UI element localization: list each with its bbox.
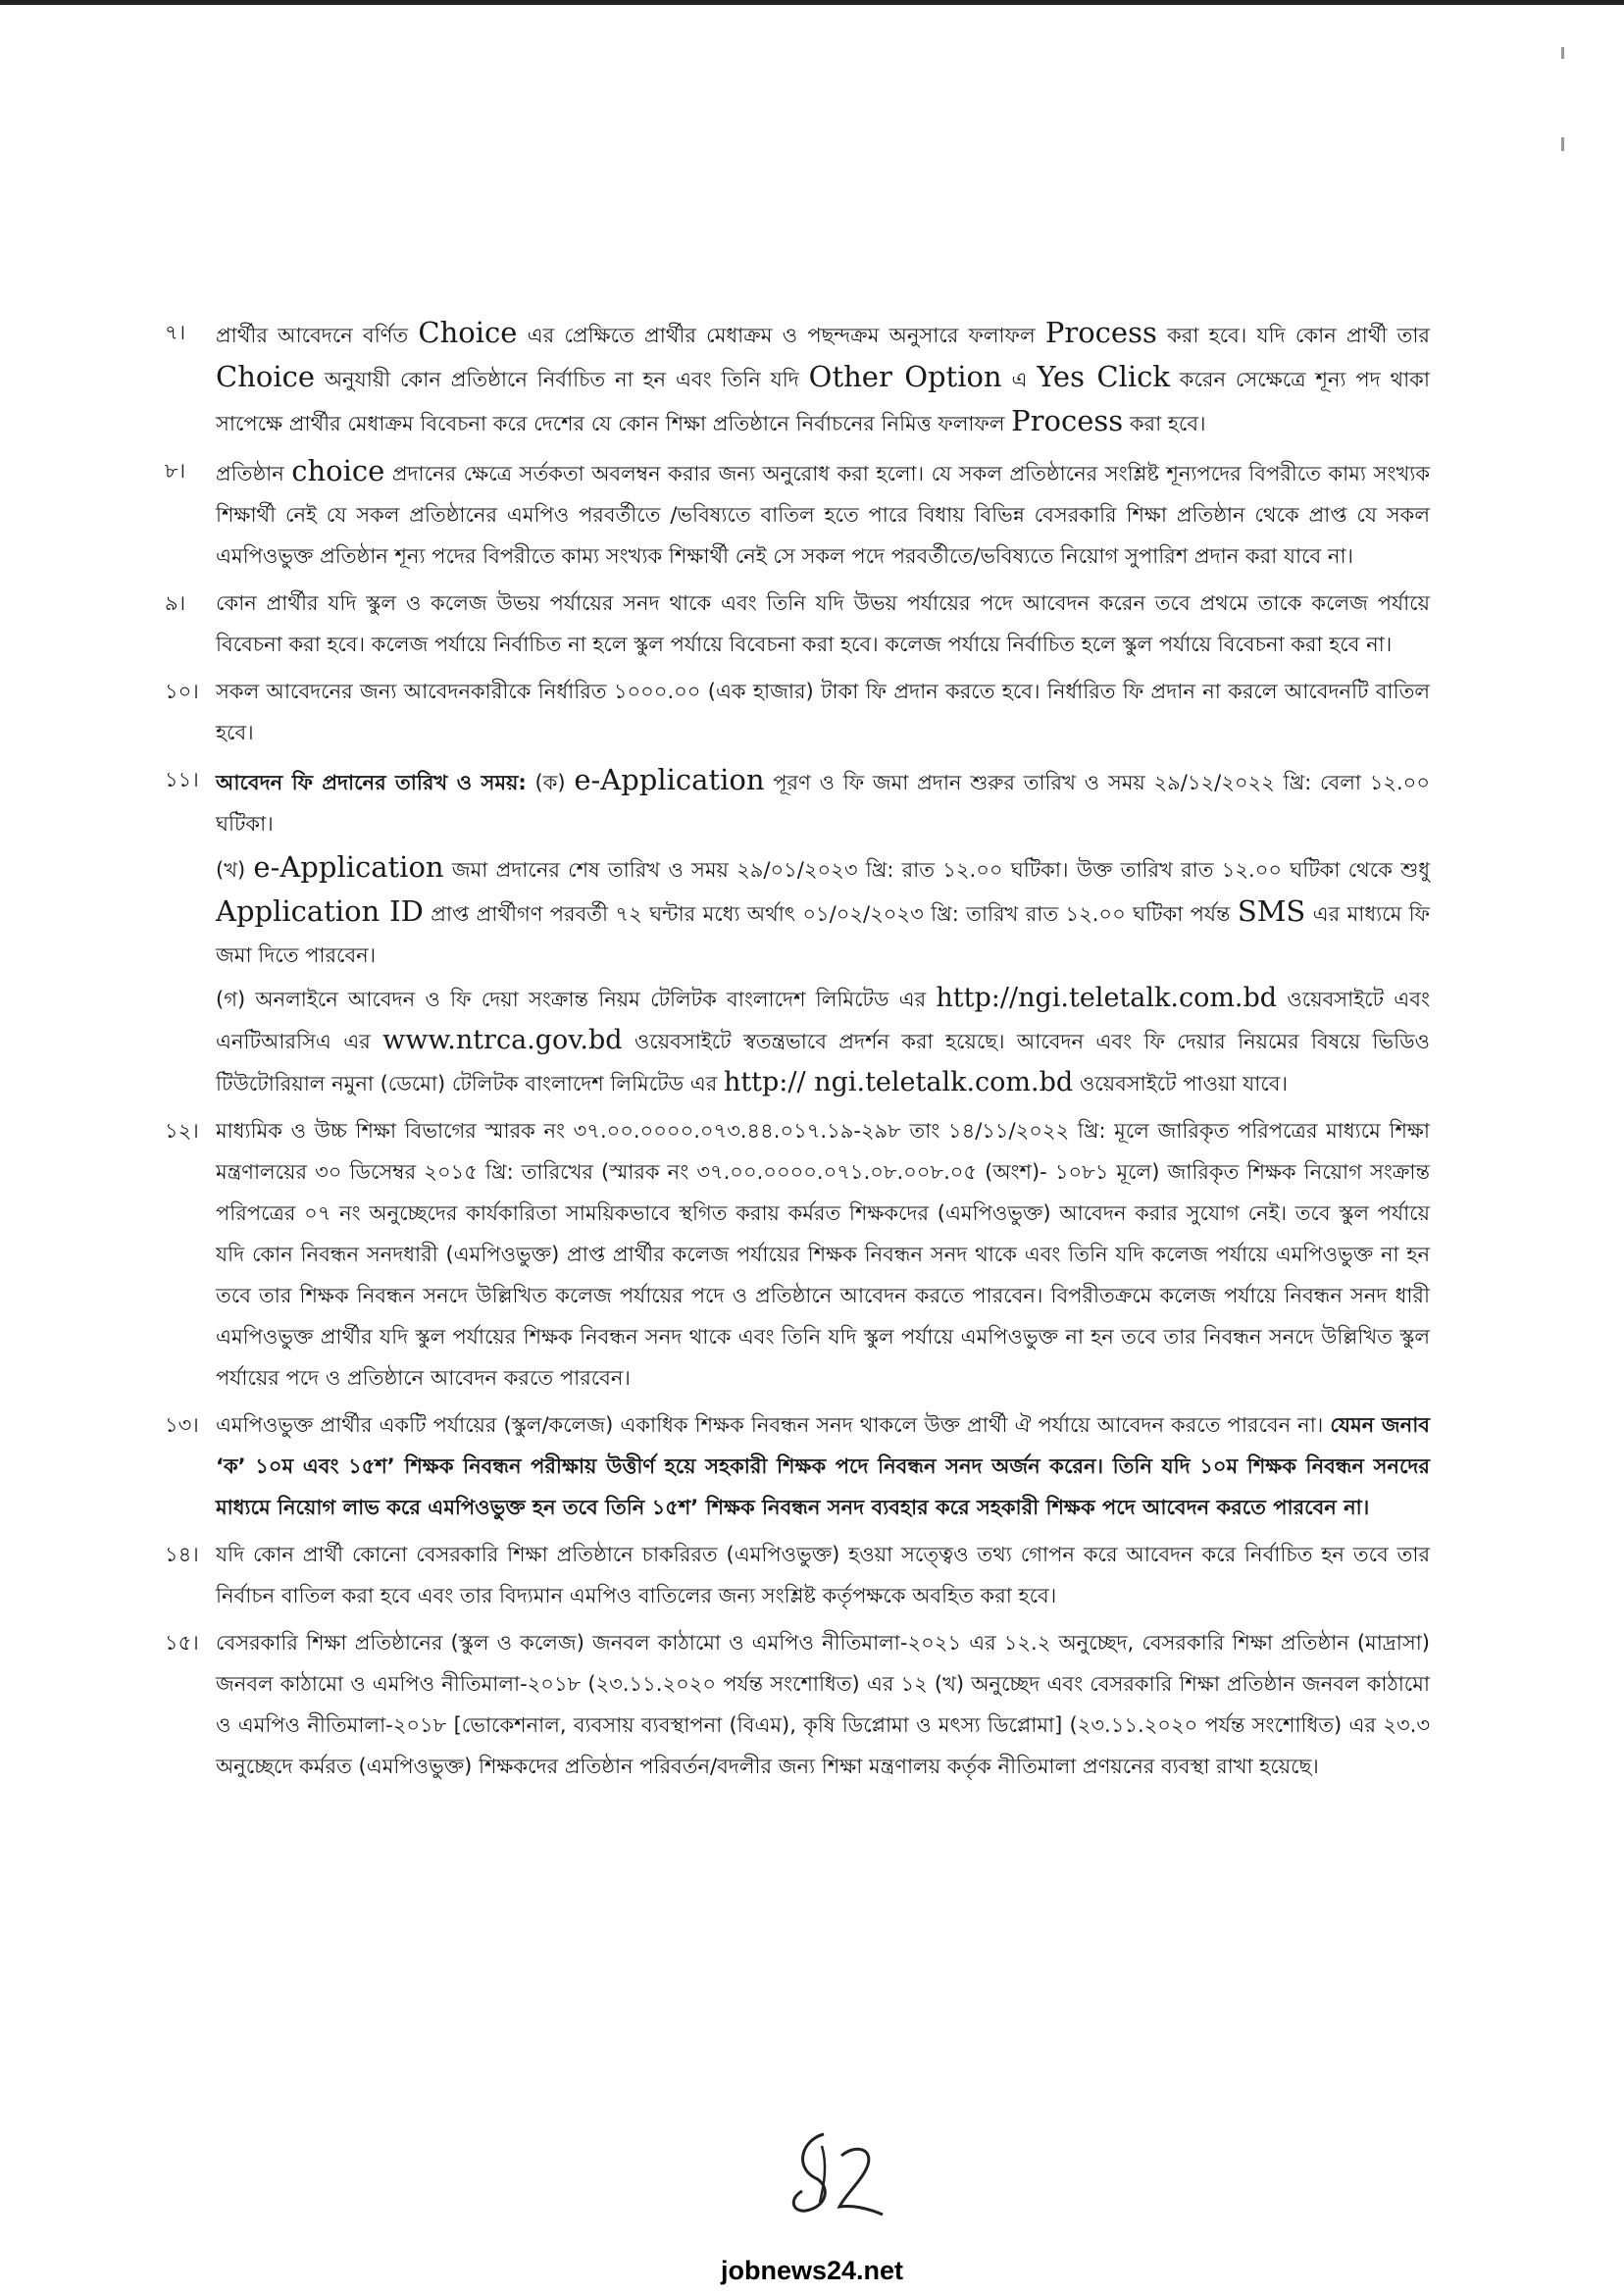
paragraph	[216, 583, 1430, 665]
clause-number: ৭।	[165, 321, 186, 344]
clause-number: ১১।	[165, 768, 199, 791]
text-run: প্রার্থীর আবেদনে বর্ণিত	[216, 324, 419, 347]
clause-number: ৯।	[165, 591, 186, 615]
text-run: করা হবে।	[1123, 412, 1206, 435]
scan-edge-mark	[1561, 47, 1564, 59]
text-run: ওয়েবসাইটে স্বতন্ত্রভাবে প্রদর্শন করা হয়েছে। আবেদন এবং ফি দেয়ার নিয়মের বিষয়ে ভিডিও টিউটোরিয়াল নমুনা (ডেমো) টেলিটক বাংলাদেশ লিমিটেড এর	[216, 1030, 1430, 1096]
text-run: (গ) অনলাইনে আবেদন ও ফি দেয়া সংক্রান্ত নিয়ম টেলিটক বাংলাদেশ লিমিটেড এর	[216, 988, 937, 1011]
english-term: Process	[1011, 404, 1124, 437]
paragraph	[216, 1404, 1430, 1528]
text-run: বেসরকারি শিক্ষা প্রতিষ্ঠানের (স্কুল ও কলেজ) জনবল কাঠামো ও এমপিও নীতিমালা-২০২১ এর ১২.২ অনুচ্ছেদ, বেসরকারি শিক্ষা প্রতিষ্ঠান (মাদ্রাসা) জনবল কাঠামো ও এমপিও নীতিমালা-২০১৮ (২৩.১১.২০২০ পর্যন্ত সংশোধিত) এর ১২ (খ) অনুচ্ছেদ এবং বেসরকারি শিক্ষা প্রতিষ্ঠান জনবল কাঠামো ও এমপিও নীতিমালা-২০১৮ [ভোকেশনাল, ব্যবসায় ব্যবস্থাপনা (বিএম), কৃষি ডিপ্লোমা ও মৎস্য ডিপ্লোমা] (২৩.১১.২০২০ পর্যন্ত সংশোধিত) এর ২৩.৩ অনুচ্ছেদে কর্মরত (এমপিওভুক্ত) শিক্ষকদের প্রতিষ্ঠান পরিবর্তন/বদলীর জন্য শিক্ষা মন্ত্রণালয় কর্তৃক নীতিমালা প্রণয়নের ব্যবস্থা রাখা হয়েছে।	[216, 1631, 1430, 1778]
text-run: এমপিওভুক্ত প্রার্থীর একটি পর্যায়ের (স্কুল/কলেজ) একাধিক শিক্ষক নিবন্ধন সনদ থাকলে উক্ত প্রার্থী ঐ পর্যায়ে আবেদন করতে পারবেন না।	[216, 1413, 1331, 1437]
emphasized-text: যেমন জনাব ‘ক’ ১০ম এবং ১৫শ’ শিক্ষক নিবন্ধন পরীক্ষায় উত্তীর্ণ হয়ে সহকারী শিক্ষক পদে নিবন্ধন সনদ অর্জন করেন। তিনি যদি ১০ম শিক্ষক নিবন্ধন সনদের মাধ্যমে নিয়োগ লাভ করে এমপিওভুক্ত হন তবে তিনি ১৫শ’ শিক্ষক নিবন্ধন সনদ ব্যবহার করে সহকারী শিক্ষক পদে আবেদন করতে পারবেন না।	[216, 1413, 1430, 1519]
english-term: http://ngi.teletalk.com.bd	[936, 983, 1278, 1013]
english-term: SMS	[1237, 894, 1306, 928]
text-run: এর প্রেক্ষিতে প্রার্থীর মেধাক্রম ও পছন্দক্রম অনুসারে ফলাফল	[517, 324, 1045, 347]
text-run: করা হবে। যদি কোন প্রার্থী তার	[1156, 324, 1430, 347]
clause-number: ১২।	[165, 1119, 199, 1143]
english-term: Choice	[418, 316, 518, 349]
text-run: যদি কোন প্রার্থী কোনো বেসরকারি শিক্ষা প্রতিষ্ঠানে চাকরিরত (এমপিওভুক্ত) হওয়া সত্ত্বেও তথ্য গোপন করে আবেদন করে নির্বাচিত হন তবে তার নির্বাচন বাতিল করা হবে এবং তার বিদ্যমান এমপিও বাতিলের জন্য সংশ্লিষ্ট কর্তৃপক্ষকে অবহিত করা হবে।	[216, 1543, 1430, 1607]
clause-item	[165, 1534, 1430, 1616]
text-run: কোন প্রার্থীর যদি স্কুল ও কলেজ উভয় পর্যায়ের সনদ থাকে এবং তিনি যদি উভয় পর্যায়ের পদে আবেদন করেন তবে প্রথমে তাকে কলেজ পর্যায়ে বিবেচনা করা হবে। কলেজ পর্যায়ে নির্বাচিত না হলে স্কুল পর্যায়ে বিবেচনা করা হবে। কলেজ পর্যায়ে নির্বাচিত হলে স্কুল পর্যায়ে বিবেচনা করা হবে না।	[216, 591, 1430, 656]
handwritten-page-number	[785, 2126, 892, 2219]
clause-number: ১০।	[165, 680, 199, 703]
text-run: জমা প্রদানের শেষ তারিখ ও সময় ২৯/০১/২০২৩ খ্রি: রাত ১২.০০ ঘটিকা। উক্ত তারিখ রাত ১২.০০ ঘটিকা থেকে শুধু	[443, 858, 1430, 882]
clause-item	[165, 450, 1430, 577]
text-run: অনুযায়ী কোন প্রতিষ্ঠানে নির্বাচিত না হন এবং তিনি যদি	[315, 368, 809, 391]
english-term: Application ID	[216, 894, 424, 928]
scan-edge-mark	[1561, 137, 1564, 151]
clause-item	[165, 1404, 1430, 1528]
text-run: ওয়েবসাইটে এবং এনটিআরসিএ এর	[216, 988, 1430, 1053]
clause-number: ১৫।	[165, 1631, 199, 1655]
paragraph	[216, 1534, 1430, 1616]
clause-number: ৮।	[165, 459, 186, 483]
english-term: Yes Click	[1037, 360, 1170, 393]
paragraph	[216, 846, 1430, 976]
text-run: প্রাপ্ত প্রার্থীগণ পরবর্তী ৭২ ঘন্টার মধ্যে অর্থাৎ ০১/০২/২০২৩ খ্রি: তারিখ রাত ১২.০০ ঘটিকা পর্যন্ত	[423, 902, 1238, 926]
english-term: choice	[291, 454, 385, 487]
text-run: প্রতিষ্ঠান	[216, 462, 292, 485]
paragraph	[216, 671, 1430, 753]
document-body	[165, 312, 1430, 1793]
paragraph	[216, 312, 1430, 444]
text-run: এ	[1001, 368, 1038, 391]
paragraph	[216, 978, 1430, 1104]
text-run: প্রদানের ক্ষেত্রে সর্তকতা অবলম্বন করার জন্য অনুরোধ করা হলো। যে সকল প্রতিষ্ঠানের সংশ্লিষ্ট শূন্যপদের বিপরীতে কাম্য সংখ্যক শিক্ষার্থী নেই যে সকল প্রতিষ্ঠানের এমপিও পরবর্তীতে /ভবিষ্যতে বাতিল হতে পারে বিধায় বিভিন্ন বেসরকারি শিক্ষা প্রতিষ্ঠান থেকে প্রাপ্ত যে সকল এমপিওভুক্ত প্রতিষ্ঠান শূন্য পদের বিপরীতে কাম্য সংখ্যক শিক্ষার্থী নেই সে সকল পদে পরবর্তীতে/ভবিষ্যতে নিয়োগ সুপারিশ প্রদান করা যাবে না।	[216, 462, 1431, 568]
paragraph	[216, 1622, 1430, 1787]
text-run: (ক)	[526, 771, 575, 794]
text-run: সকল আবেদনের জন্য আবেদনকারীকে নির্ধারিত ১০০০.০০ (এক হাজার) টাকা ফি প্রদান করতে হবে। নির্ধারিত ফি প্রদান না করলে আবেদনটি বাতিল হবে।	[216, 680, 1430, 744]
paragraph	[216, 450, 1430, 577]
clause-number: ১৪।	[165, 1543, 199, 1566]
text-run: করেন সেক্ষেত্রে শূন্য পদ থাকা সাপেক্ষে প্রার্থীর মেধাক্রম বিবেচনা করে দেশের যে কোন শিক্ষা প্রতিষ্ঠানে নির্বাচনের নিমিত্ত ফলাফল	[216, 368, 1430, 435]
text-run: পূরণ ও ফি জমা প্রদান শুরুর তারিখ ও সময় ২৯/১২/২০২২ খ্রি: বেলা ১২.০০ ঘটিকা।	[216, 771, 1430, 836]
clause-item	[165, 759, 1430, 1104]
paragraph	[216, 1110, 1430, 1399]
paragraph	[216, 759, 1430, 844]
english-term: e-Application	[253, 850, 444, 884]
english-term: www.ntrca.gov.bd	[382, 1025, 623, 1055]
english-term: http:// ngi.teletalk.com.bd	[723, 1067, 1074, 1097]
clause-item	[165, 312, 1430, 444]
clause-number: ১৩।	[165, 1413, 199, 1437]
text-run: মাধ্যমিক ও উচ্চ শিক্ষা বিভাগের স্মারক নং ৩৭.০০.০০০০.০৭৩.৪৪.০১৭.১৯-২৯৮ তাং ১৪/১১/২০২২ খ্রি: মূলে জারিকৃত পরিপত্রের মাধ্যমে শিক্ষা মন্ত্রণালয়ের ৩০ ডিসেম্বর ২০১৫ খ্রি: তারিখের (স্মারক নং ৩৭.০০.০০০০.০৭১.০৮.০০৮.০৫ (অংশ)- ১০৮১ মূলে) জারিকৃত শিক্ষক নিয়োগ সংক্রান্ত পরিপত্রের ০৭ নং অনুচ্ছেদের কার্যকারিতা সাময়িকভাবে স্থগিত করায় কর্মরত শিক্ষকদের (এমপিওভুক্ত) আবেদন করার সুযোগ নেই। তবে স্কুল পর্যায়ে যদি কোন নিবন্ধন সনদধারী (এমপিওভুক্ত) প্রাপ্ত প্রার্থীর কলেজ পর্যায়ের শিক্ষক নিবন্ধন সনদ থাকে এবং তিনি যদি কলেজ পর্যায়ে এমপিওভুক্ত না হন তবে তার শিক্ষক নিবন্ধন সনদে উল্লিখিত কলেজ পর্যায়ের পদে ও প্রতিষ্ঠানে আবেদন করতে পারবেন। বিপরীতক্রমে কলেজ পর্যায়ে নিবন্ধন সনদ ধারী এমপিওভুক্ত প্রার্থীর যদি স্কুল পর্যায়ের শিক্ষক নিবন্ধন সনদ থাকে এবং তিনি যদি স্কুল পর্যায়ে এমপিওভুক্ত না হন তবে তার নিবন্ধন সনদে উল্লিখিত স্কুল পর্যায়ের পদে ও প্রতিষ্ঠানে আবেদন করতে পারবেন।	[216, 1119, 1430, 1390]
english-term: Other Option	[808, 360, 1002, 393]
english-term: Process	[1044, 316, 1157, 349]
text-run: (খ)	[216, 858, 254, 882]
clause-item	[165, 671, 1430, 753]
top-edge-line	[0, 0, 1624, 5]
english-term: e-Application	[574, 763, 765, 796]
clause-item	[165, 1110, 1430, 1399]
clause-item	[165, 1622, 1430, 1787]
clause-item	[165, 583, 1430, 665]
emphasized-text: আবেদন ফি প্রদানের তারিখ ও সময়:	[216, 771, 527, 794]
english-term: Choice	[216, 360, 316, 393]
text-run: এর মাধ্যমে ফি জমা দিতে পারবেন।	[216, 902, 1430, 967]
text-run: ওয়েবসাইটে পাওয়া যাবে।	[1073, 1072, 1289, 1096]
footer-watermark: jobnews24.net	[720, 2256, 904, 2285]
